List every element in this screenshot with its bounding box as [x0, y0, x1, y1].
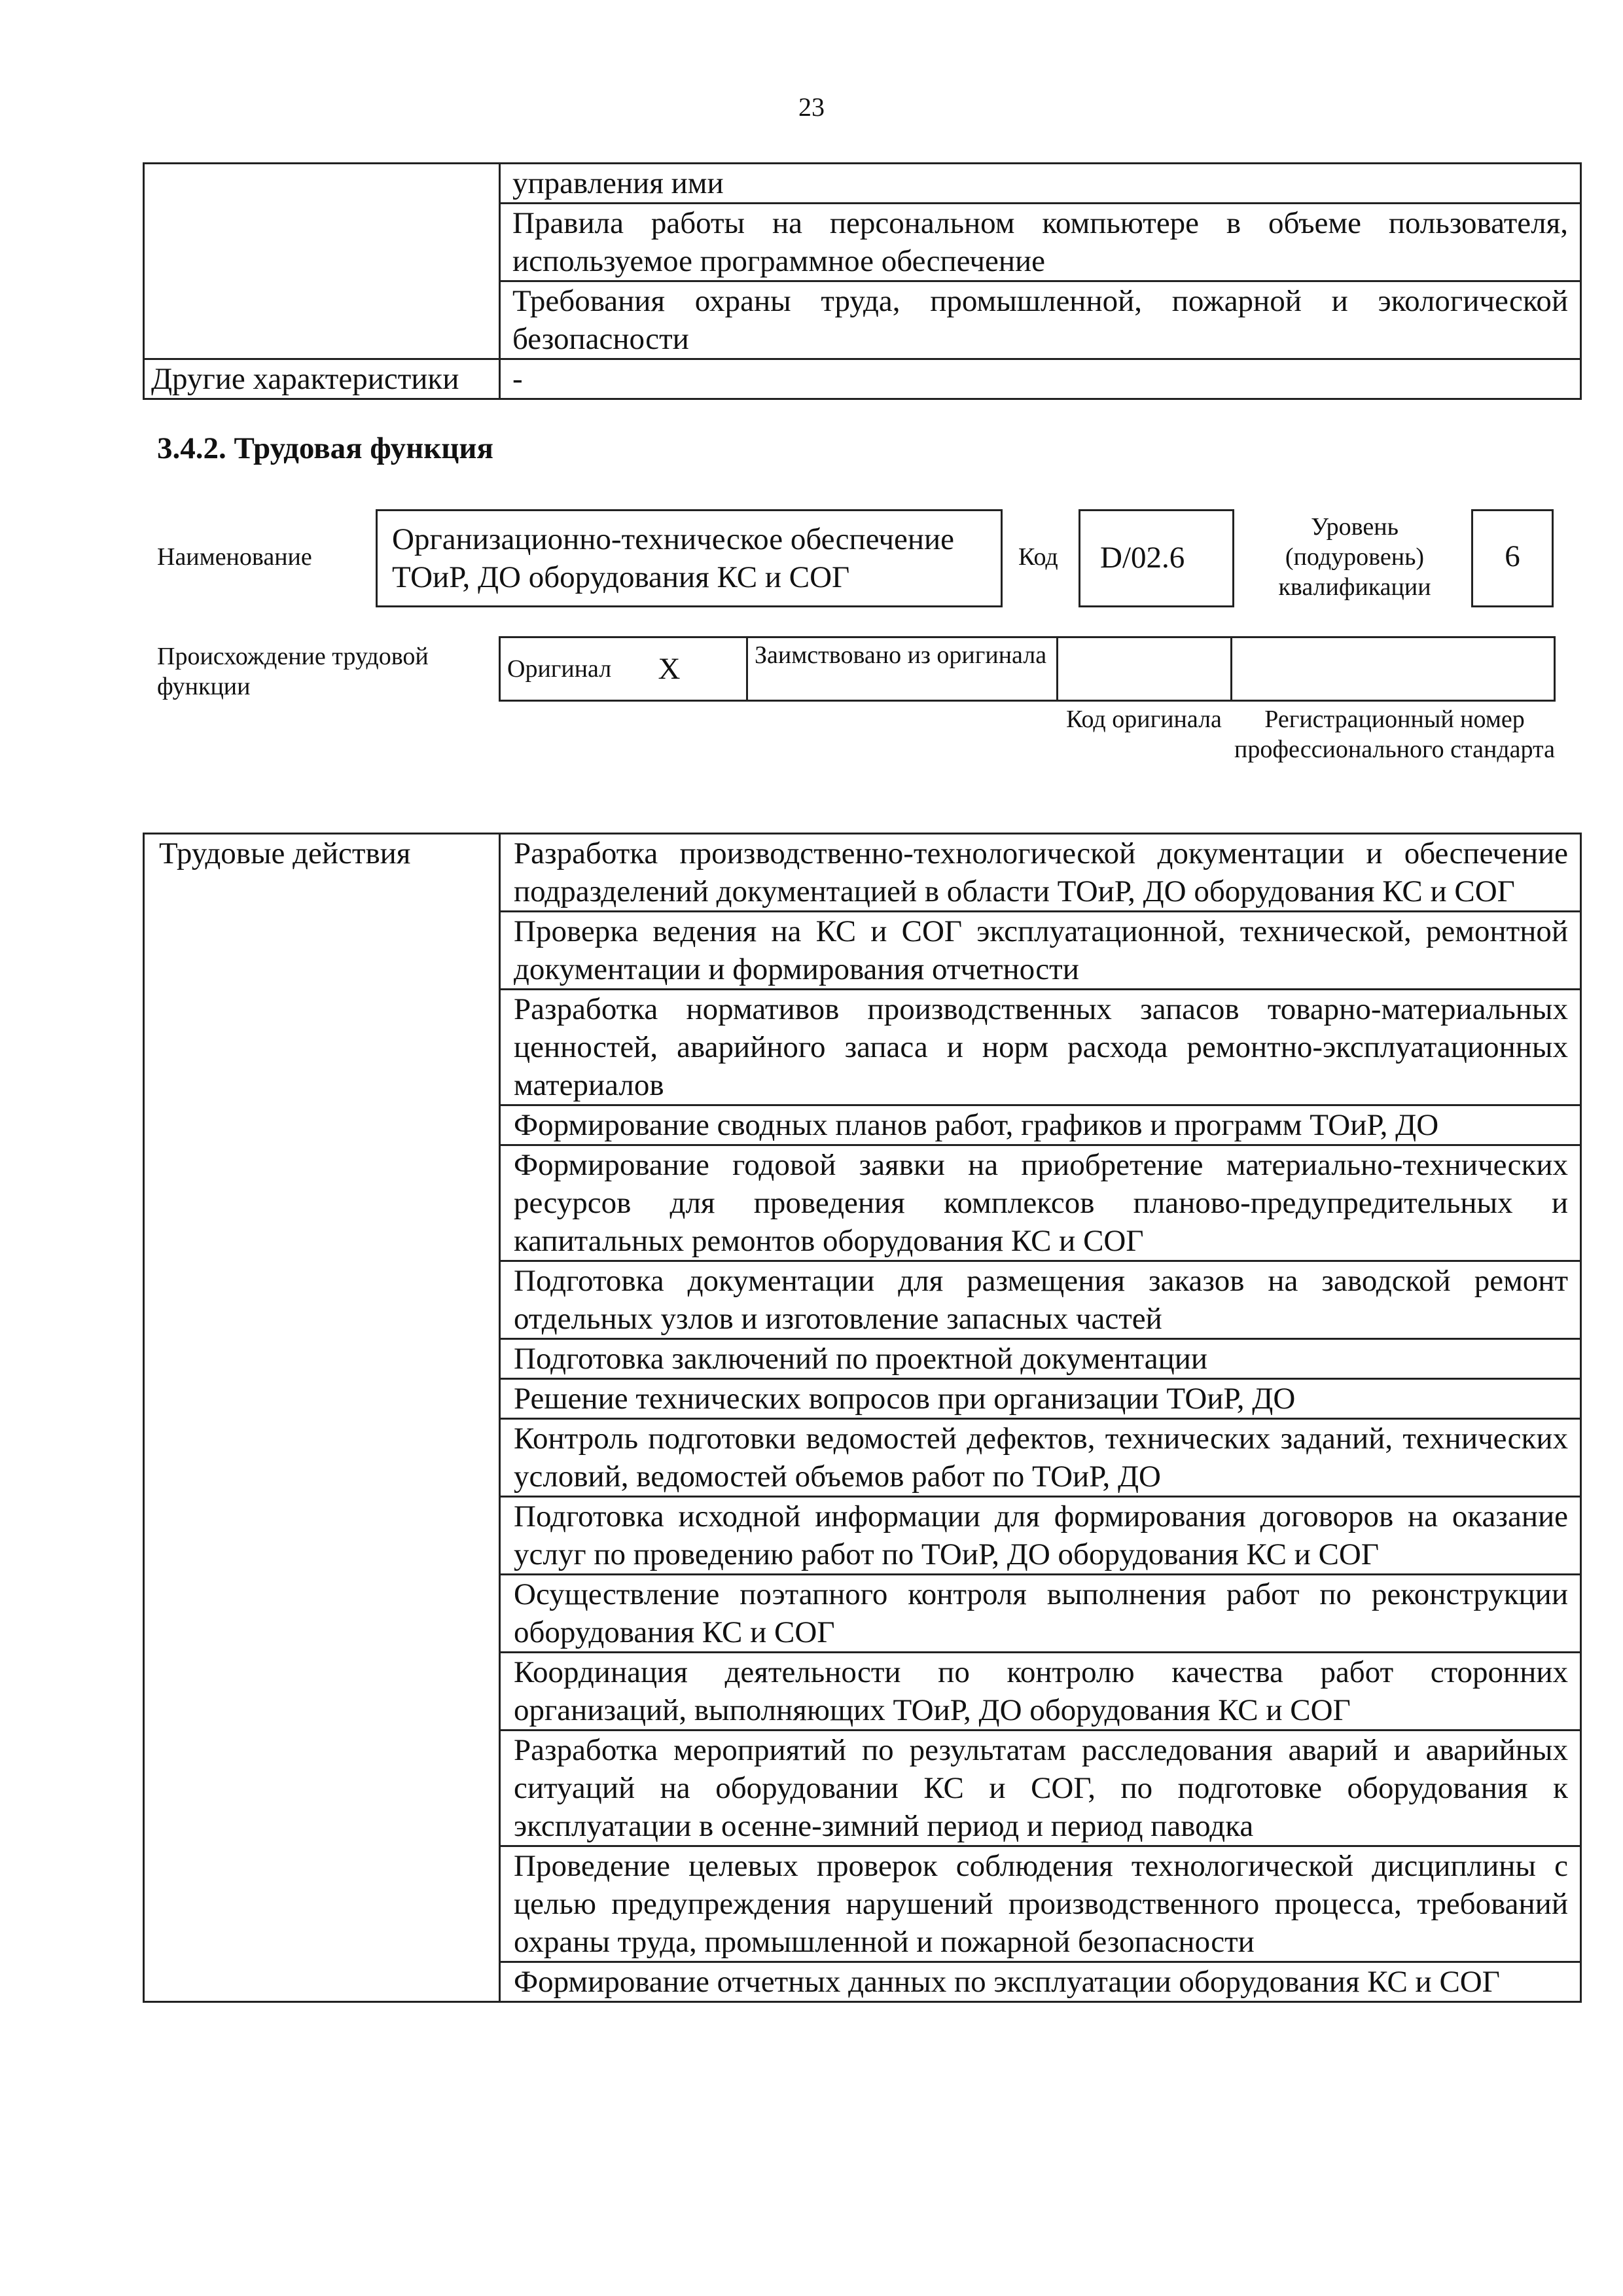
origin-label: Происхождение трудовой функции	[157, 643, 429, 700]
original-code-caption: Код оригинала	[1066, 706, 1222, 733]
labor-action-item: Проверка ведения на КС и СОГ эксплуатационной, технической, ремонтной документации и формирования отчетности	[500, 912, 1581, 990]
qualification-level-label: Уровень (подуровень) квалификации	[1278, 513, 1431, 601]
labor-action-item: Формирование сводных планов работ, графиков и программ ТОиР, ДО	[500, 1105, 1581, 1145]
section-title: 3.4.2. Трудовая функция	[157, 431, 493, 465]
table-row	[500, 637, 1555, 701]
labor-action-item: Проведение целевых проверок соблюдения технологической дисциплины с целью предупреждения нарушений производственного процесса, требований охраны труда, промышленной и пожарной безопасности	[500, 1846, 1581, 1962]
name-label: Наименование	[157, 543, 312, 571]
labor-action-item: Разработка производственно-технологической документации и обеспечение подразделений документацией в области ТОиР, ДО оборудования КС и СОГ	[500, 834, 1581, 912]
other-characteristics-label: Другие характеристики	[144, 359, 500, 399]
labor-action-item: Подготовка документации для размещения заказов на заводской ремонт отдельных узлов и изготовление запасных частей	[500, 1261, 1581, 1339]
labor-action-item: Формирование отчетных данных по эксплуатации оборудования КС и СОГ	[500, 1962, 1581, 2002]
labor-action-item: Осуществление поэтапного контроля выполнения работ по реконструкции оборудования КС и СОГ	[500, 1575, 1581, 1653]
name-value: Организационно-техническое обеспечение ТОиР, ДО оборудования КС и СОГ	[376, 509, 1003, 607]
labor-actions-table	[143, 833, 1582, 2003]
registration-number-cell	[1232, 637, 1555, 701]
continuation-table	[143, 162, 1582, 400]
code-value: D/02.6	[1079, 509, 1234, 607]
table-row	[144, 164, 1581, 204]
labor-action-item: Разработка мероприятий по результатам расследования аварий и аварийных ситуаций на оборудовании КС и СОГ, по подготовке оборудования к эксплуатации в осенне-зимний период и период паводка	[500, 1731, 1581, 1846]
original-label: Оригинал	[500, 637, 632, 701]
labor-actions-label: Трудовые действия	[144, 834, 500, 2002]
page-number: 23	[798, 92, 825, 122]
other-characteristics-value: -	[500, 359, 1581, 399]
labor-action-item: Подготовка исходной информации для формирования договоров на оказание услуг по проведению работ по ТОиР, ДО оборудования КС и СОГ	[500, 1497, 1581, 1575]
table-row	[144, 359, 1581, 399]
qualification-level-value: 6	[1471, 509, 1554, 607]
original-code-cell	[1058, 637, 1232, 701]
registration-number-caption: Регистрационный номер профессионального стандарта	[1234, 706, 1555, 763]
code-label: Код	[1018, 543, 1058, 571]
labor-action-item: Решение технических вопросов при организации ТОиР, ДО	[500, 1379, 1581, 1419]
labor-action-item: Контроль подготовки ведомостей дефектов, технических заданий, технических условий, ведомостей объемов работ по ТОиР, ДО	[500, 1419, 1581, 1497]
knowledge-cell: Требования охраны труда, промышленной, пожарной и экологической безопасности	[500, 281, 1581, 359]
origin-table	[499, 636, 1556, 702]
knowledge-cell: управления ими	[500, 164, 1581, 204]
labor-action-item: Разработка нормативов производственных запасов товарно-материальных ценностей, аварийного запаса и норм расхода ремонтно-эксплуатационных материалов	[500, 990, 1581, 1105]
borrowed-label: Заимствовано из оригинала	[747, 637, 1058, 701]
original-mark: X	[632, 637, 747, 701]
table-row	[144, 834, 1581, 912]
labor-action-item: Формирование годовой заявки на приобретение материально-технических ресурсов для проведения комплексов планово-предупредительных и капитальных ремонтов оборудования КС и СОГ	[500, 1145, 1581, 1261]
labor-action-item: Координация деятельности по контролю качества работ сторонних организаций, выполняющих ТОиР, ДО оборудования КС и СОГ	[500, 1653, 1581, 1731]
labor-action-item: Подготовка заключений по проектной документации	[500, 1339, 1581, 1379]
empty-label-cell	[144, 164, 500, 359]
knowledge-cell: Правила работы на персональном компьютере в объеме пользователя, используемое программное обеспечение	[500, 204, 1581, 281]
